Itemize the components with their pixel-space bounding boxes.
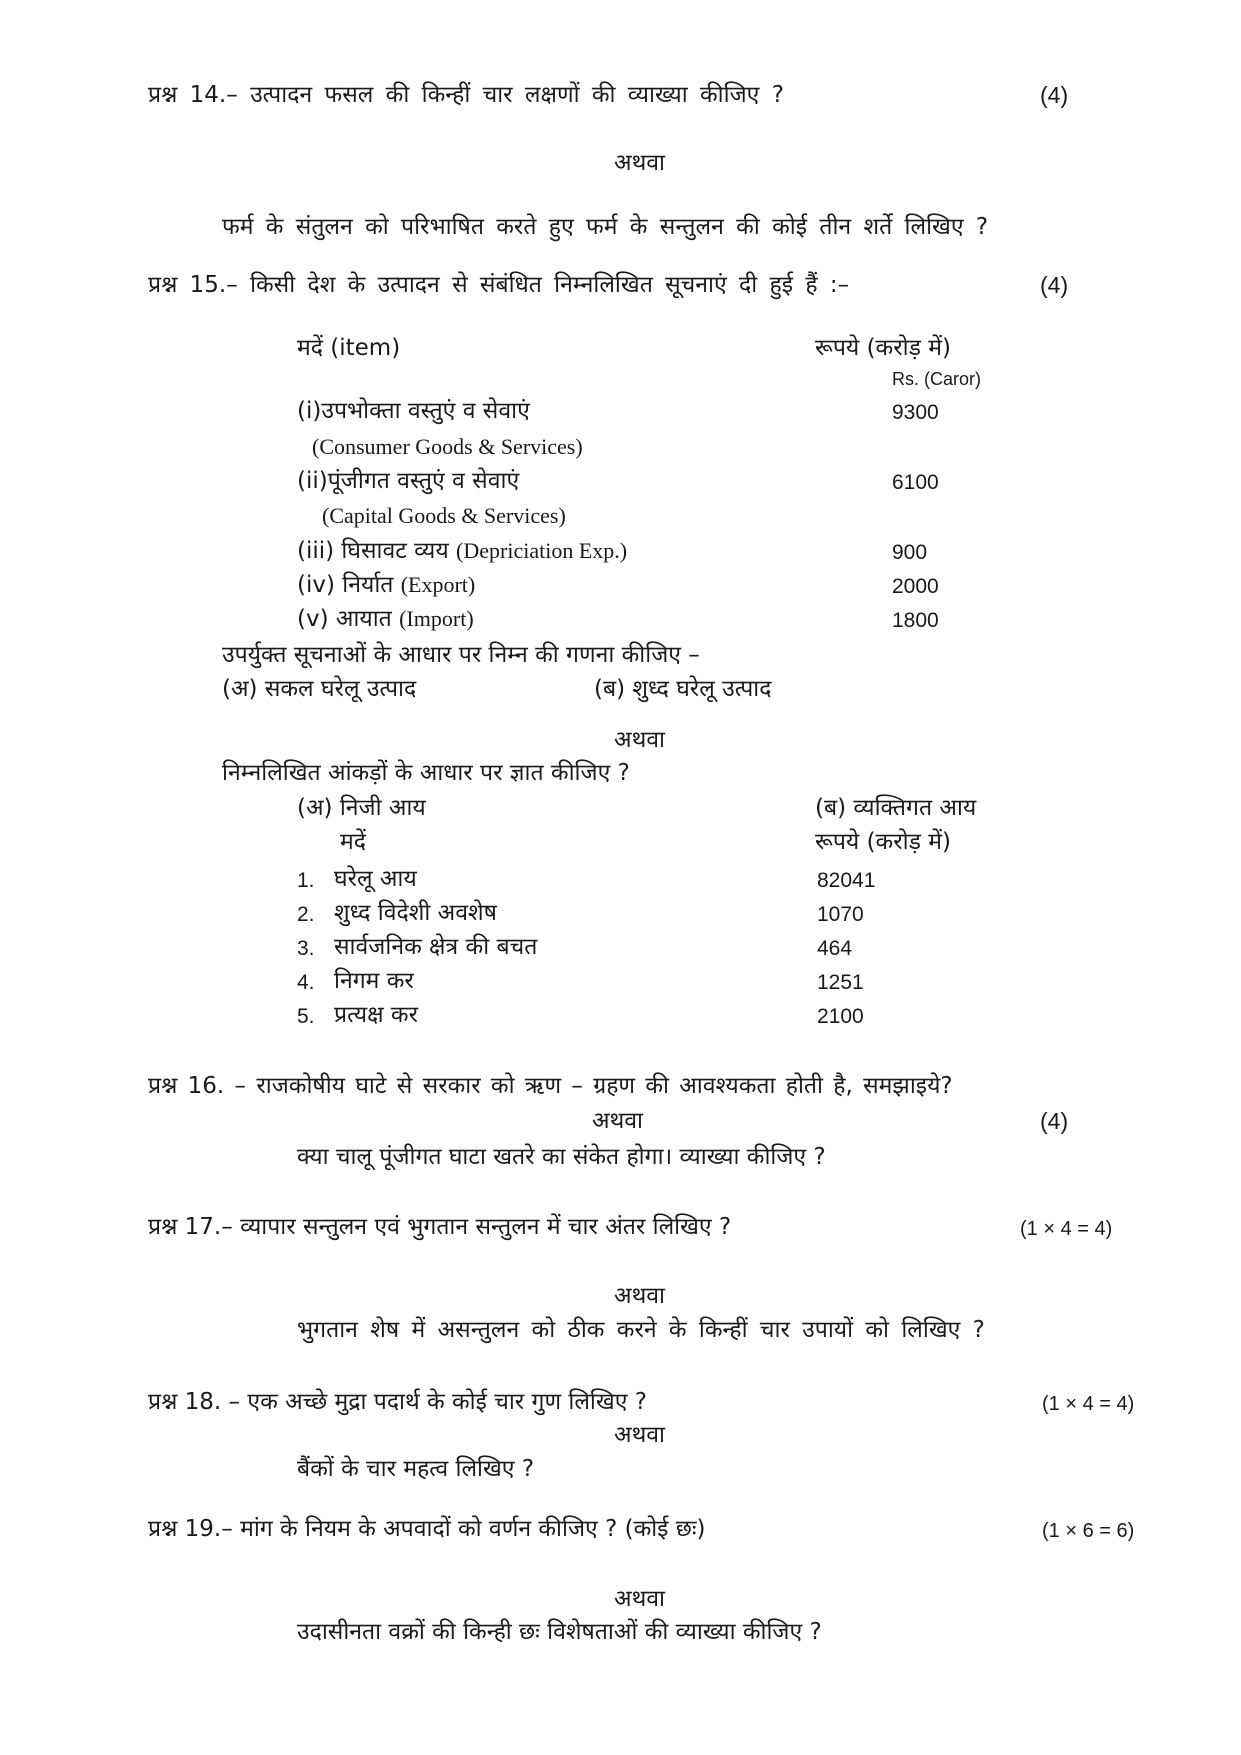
q14-marks: (4) — [1040, 82, 1069, 108]
q14-or: अथवा — [614, 150, 666, 176]
q15-row-5-value: 1800 — [892, 609, 939, 632]
q17-marks: (1 × 4 = 4) — [1020, 1218, 1113, 1240]
q19-or: अथवा — [614, 1586, 666, 1612]
q15-row-4-hi: (iv) निर्यात — [297, 572, 394, 598]
q15-question — [148, 270, 849, 300]
q15-alt-row-3-item: सार्वजनिक क्षेत्र की बचत — [334, 934, 538, 960]
q15-alt-row-1-value: 82041 — [817, 869, 876, 892]
q15-calc-instruction: उपर्युक्त सूचनाओं के आधार पर निम्न की गणना कीजिए – — [222, 642, 700, 668]
q15-row-5 — [297, 604, 474, 634]
q15-row-5-hi: (v) आयात — [297, 606, 392, 632]
q15-marks: (4) — [1040, 272, 1069, 298]
q15-alt-b: (ब) व्यक्तिगत आय — [815, 795, 977, 821]
q17-question — [148, 1212, 731, 1242]
q17-text: व्यापार सन्तुलन एवं भुगतान सन्तुलन में चार अंतर लिखिए ? — [240, 1214, 732, 1240]
q15-row-3-en: (Depriciation Exp.) — [456, 538, 628, 563]
q18-label: प्रश्न 18. – — [148, 1389, 241, 1415]
q14-text: उत्पादन फसल की किन्हीं चार लक्षणों की व्याख्या कीजिए ? — [250, 82, 784, 108]
q15-alt-a: (अ) निजी आय — [297, 795, 426, 821]
q15-row-2-value: 6100 — [892, 471, 939, 494]
q15-col-item: मदें (item) — [297, 335, 401, 361]
q15-alt-col-item: मदें — [340, 829, 366, 855]
q16-marks: (4) — [1040, 1108, 1069, 1134]
q15-row-1-value: 9300 — [892, 401, 939, 424]
q15-or: अथवा — [614, 727, 666, 753]
q16-label: प्रश्न 16. – — [148, 1073, 247, 1099]
q17-label: प्रश्न 17.– — [148, 1214, 233, 1240]
q15-alt-row-4-item: निगम कर — [334, 968, 414, 994]
q15-col-amount-en: Rs. (Caror) — [892, 369, 981, 389]
q15-alt-row-4-value: 1251 — [817, 971, 864, 994]
q15-row-3 — [297, 536, 627, 566]
q15-row-1-en: (Consumer Goods & Services) — [312, 434, 583, 459]
q18-text: एक अच्छे मुद्रा पदार्थ के कोई चार गुण लिखिए ? — [247, 1389, 647, 1415]
q14-label: प्रश्न 14.– — [148, 82, 238, 108]
q15-calc-b: (ब) शुध्द घरेलू उत्पाद — [594, 676, 772, 702]
q15-col-amount: रूपये (करोड़ में) — [815, 335, 951, 361]
q15-row-4 — [297, 570, 475, 600]
q15-alt-row-5-no: 5. — [297, 1005, 315, 1028]
q15-row-4-value: 2000 — [892, 575, 939, 598]
q15-row-4-en: (Export) — [400, 572, 476, 597]
q15-calc-a: (अ) सकल घरेलू उत्पाद — [222, 676, 417, 702]
q15-alt-col-amount: रूपये (करोड़ में) — [815, 829, 951, 855]
q15-alt-row-2-no: 2. — [297, 903, 315, 926]
q15-label: प्रश्न 15.– — [148, 272, 238, 298]
q15-alt-row-1-item: घरेलू आय — [334, 866, 417, 892]
q15-alt-row-4-no: 4. — [297, 971, 315, 994]
q14-alternative: फर्म के संतुलन को परिभाषित करते हुए फर्म के सन्तुलन की कोई तीन शर्ते लिखिए ? — [222, 214, 989, 240]
q15-alt-row-1-no: 1. — [297, 869, 315, 892]
q16-question — [148, 1071, 953, 1101]
q15-alt-row-5-value: 2100 — [817, 1005, 864, 1028]
q19-text: मांग के नियम के अपवादों को वर्णन कीजिए ? (कोई छः) — [240, 1516, 706, 1542]
q15-row-2-en: (Capital Goods & Services) — [322, 503, 566, 528]
q16-alternative: क्या चालू पूंजीगत घाटा खतरे का संकेत होगा। व्याख्या कीजिए ? — [297, 1144, 826, 1170]
q19-marks: (1 × 6 = 6) — [1042, 1520, 1135, 1542]
q15-text: किसी देश के उत्पादन से संबंधित निम्नलिखित सूचनाएं दी हुई हैं :– — [250, 272, 850, 298]
q15-alt-row-3-no: 3. — [297, 937, 315, 960]
q15-alt-row-3-value: 464 — [817, 937, 853, 960]
q19-question — [148, 1514, 706, 1544]
q16-or: अथवा — [592, 1108, 644, 1134]
q18-marks: (1 × 4 = 4) — [1042, 1393, 1135, 1415]
q15-row-3-value: 900 — [892, 541, 928, 564]
q18-or: अथवा — [614, 1422, 666, 1448]
q19-label: प्रश्न 19.– — [148, 1516, 233, 1542]
q19-alternative: उदासीनता वक्रों की किन्ही छः विशेषताओं की व्याख्या कीजिए ? — [297, 1619, 822, 1645]
q16-text: राजकोषीय घाटे से सरकार को ऋण – ग्रहण की आवश्यकता होती है, समझाइये? — [256, 1073, 953, 1099]
q15-row-5-en: (Import) — [399, 606, 474, 631]
q15-alt-row-5-item: प्रत्यक्ष कर — [334, 1002, 418, 1028]
q18-alternative: बैंकों के चार महत्व लिखिए ? — [297, 1456, 535, 1482]
q14-question — [148, 80, 784, 110]
q17-alternative: भुगतान शेष में असन्तुलन को ठीक करने के किन्हीं चार उपायों को लिखिए ? — [297, 1317, 985, 1343]
q17-or: अथवा — [614, 1283, 666, 1309]
q15-alt-text: निम्नलिखित आंकड़ों के आधार पर ज्ञात कीजिए ? — [222, 760, 630, 786]
q15-row-3-hi: (iii) घिसावट व्यय — [297, 538, 449, 564]
q15-alt-row-2-value: 1070 — [817, 903, 864, 926]
q15-alt-row-2-item: शुध्द विदेशी अवशेष — [334, 900, 497, 926]
q15-row-2-hi: (ii)पूंजीगत वस्तुएं व सेवाएं — [297, 468, 520, 494]
q15-row-1-hi: (i)उपभोक्ता वस्तुएं व सेवाएं — [297, 398, 530, 424]
q18-question — [148, 1387, 647, 1417]
